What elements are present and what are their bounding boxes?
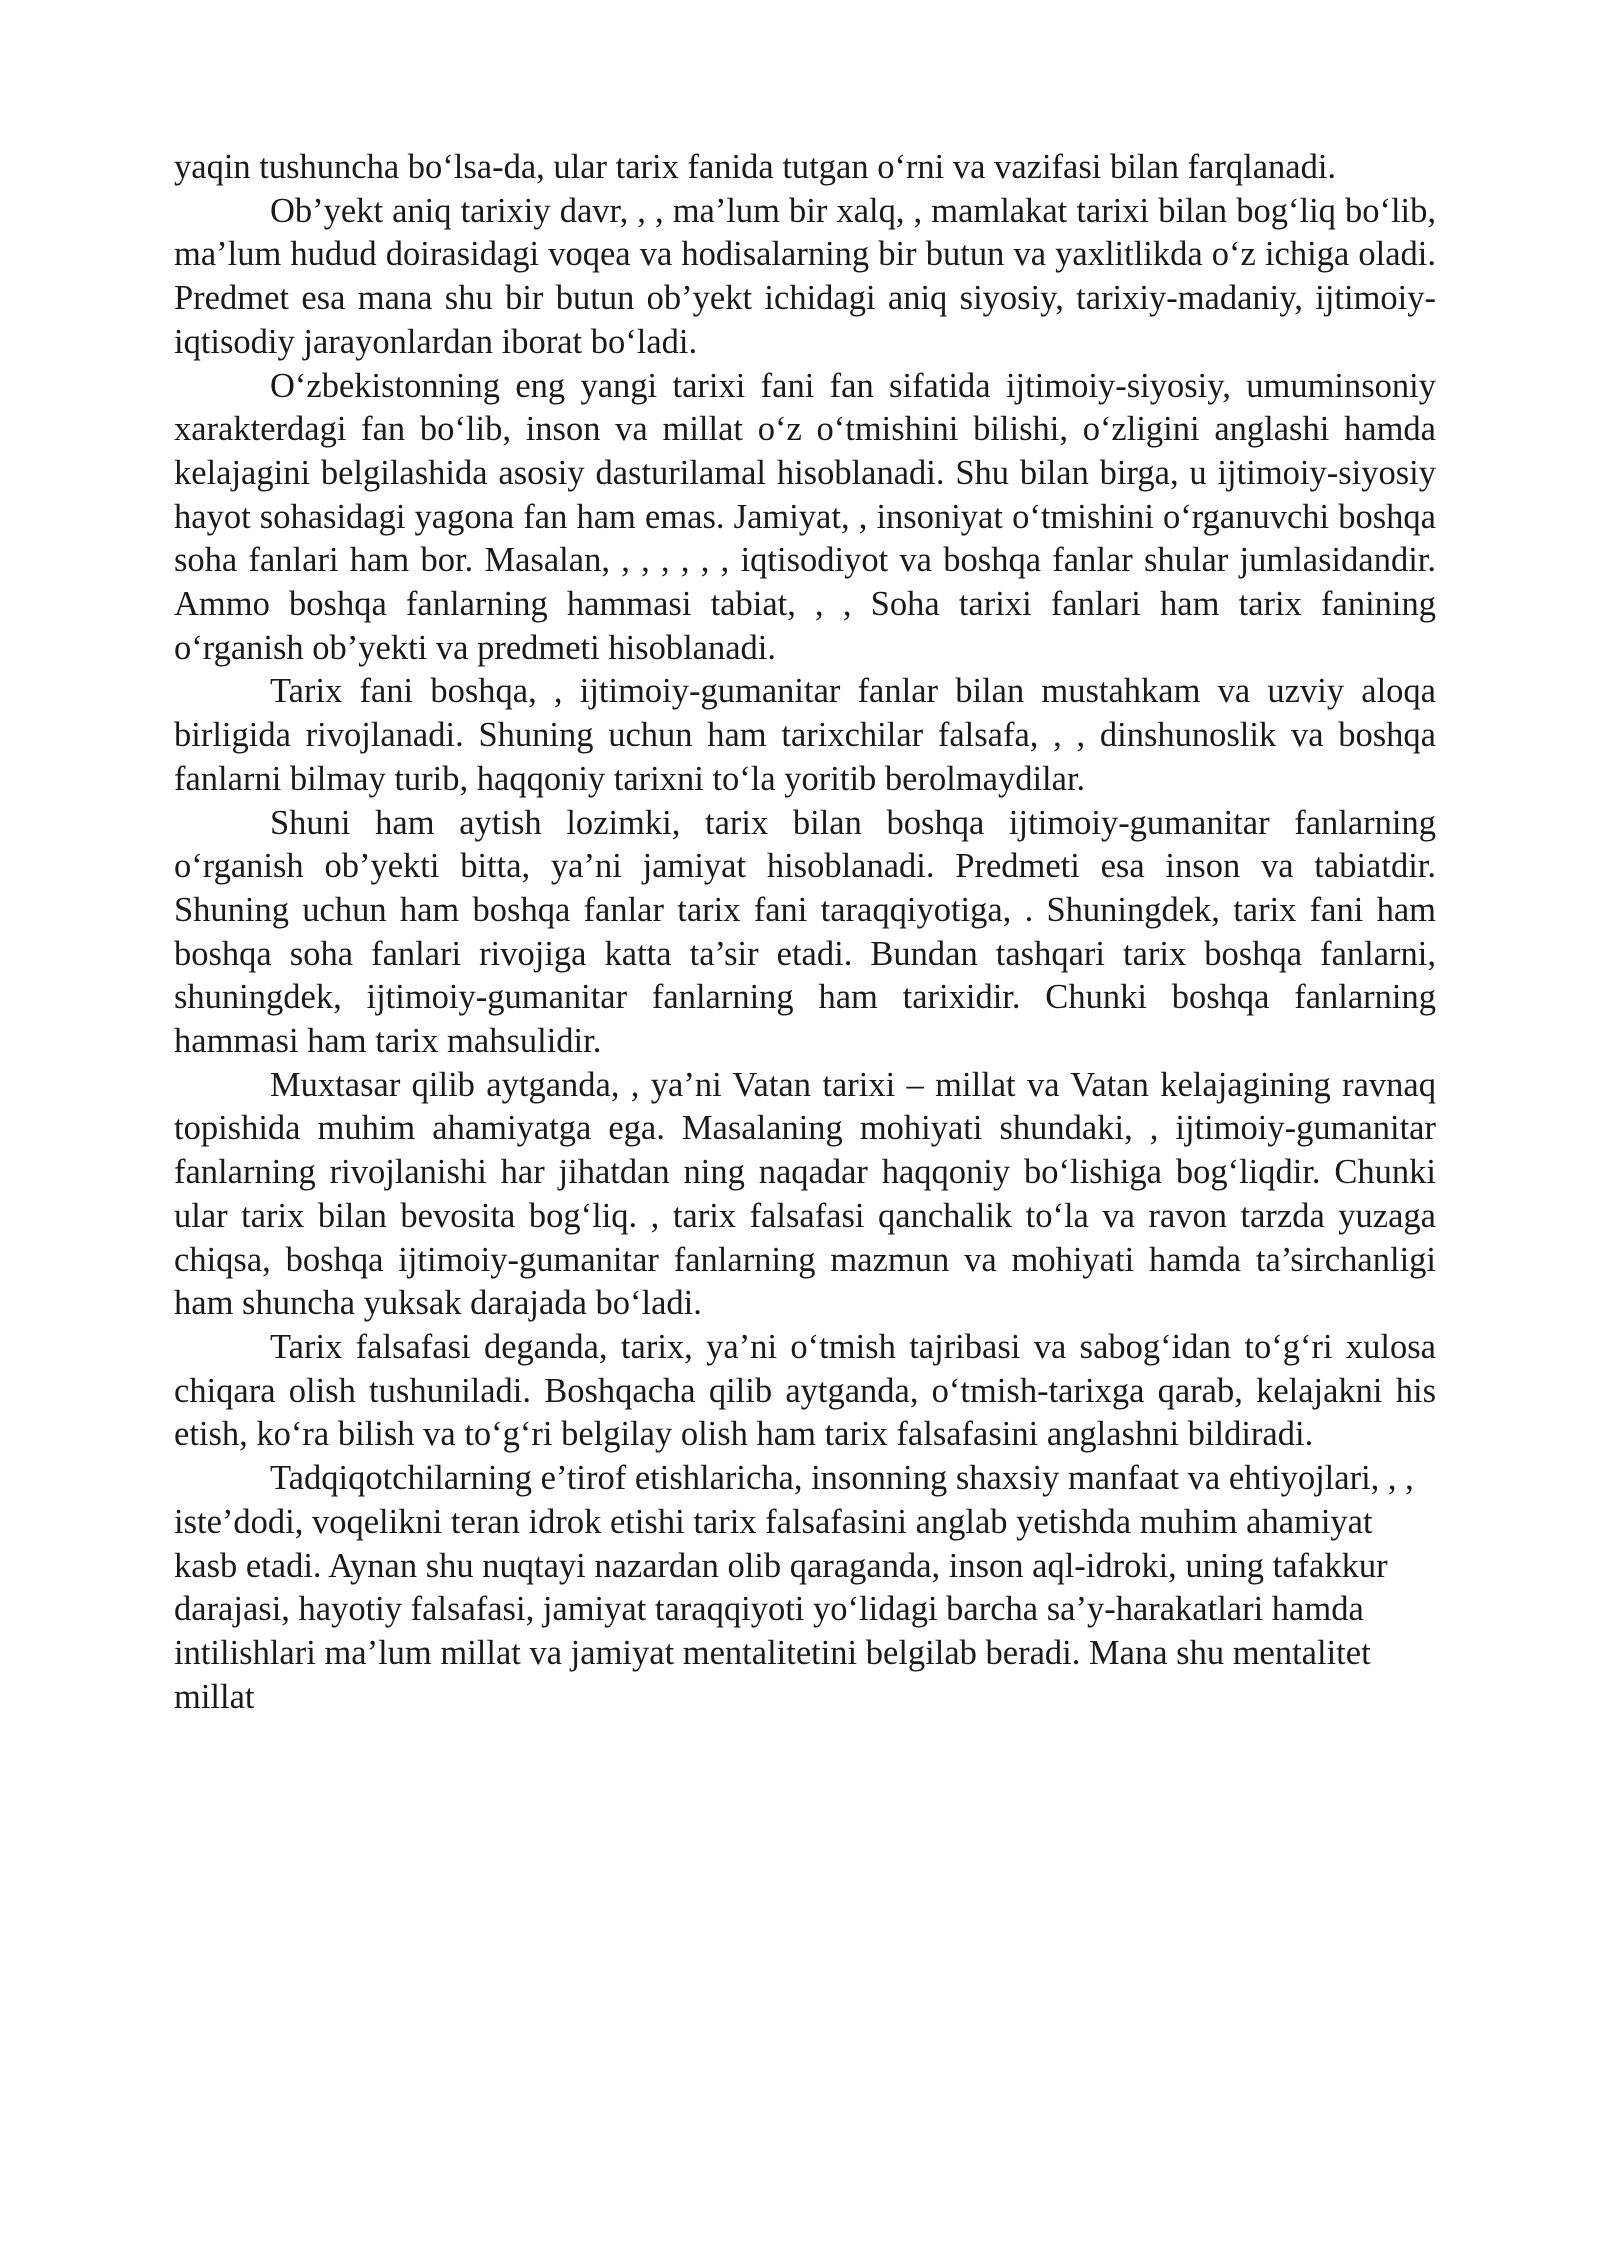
paragraph-5: Shuni ham aytish lozimki, tarix bilan boshqa ijtimoiy-gumanitar fanlarning o‘rganish ob’yekti bitta, ya’ni jamiyat hisoblanadi. Predmeti esa inson va tabiatdir. Shuning uchun ham boshqa fanlar tarix fani taraqqiyotiga, . Shuningdek, tarix fani ham boshqa soha fanlari rivojiga katta ta’sir etadi. Bundan tashqari tarix boshqa fanlarni, shuningdek, ijtimoiy-gumanitar fanlarning ham tarixidir. Chunki boshqa fanlarning hammasi ham tarix mahsulidir. [174, 803, 1436, 1061]
paragraph-4: Tarix fani boshqa, , ijtimoiy-gumanitar fanlar bilan mustahkam va uzviy aloqa birligida rivojlanadi. Shuning uchun ham tarixchilar falsafa, , , dinshunoslik va boshqa fanlarni bilmay turib, haqqoniy tarixni to‘la yoritib berolmaydilar. [174, 672, 1436, 798]
paragraph-6: Muxtasar qilib aytganda, , ya’ni Vatan tarixi – millat va Vatan kelajagining ravnaq topishida muhim ahamiyatga ega. Masalaning mohiyati shundaki, , ijtimoiy-gumanitar fanlarning rivojlanishi har jihatdan ning naqadar haqqoniy bo‘lishiga bog‘liqdir. Chunki ular tarix bilan bevosita bog‘liq. , tarix falsafasi qanchalik to‘la va ravon tarzda yuzaga chiqsa, boshqa ijtimoiy-gumanitar fanlarning mazmun va mohiyati hamda ta’sirchanligi ham shuncha yuksak darajada bo‘ladi. [174, 1065, 1436, 1323]
paragraph-7: Tarix falsafasi deganda, tarix, ya’ni o‘tmish tajribasi va sabog‘idan to‘g‘ri xulosa chiqara olish tushuniladi. Boshqacha qilib aytganda, o‘tmish-tarixga qarab, kelajakni his etish, ko‘ra bilish va to‘g‘ri belgilay olish ham tarix falsafasini anglashni bildiradi. [174, 1327, 1436, 1454]
document-page [174, 146, 1436, 1719]
paragraph-1: yaqin tushuncha bo‘lsa-da, ular tarix fanida tutgan o‘rni va vazifasi bilan farqlanadi. [174, 148, 1337, 186]
paragraph-3: O‘zbekistonning eng yangi tarixi fani fan sifatida ijtimoiy-siyosiy, umuminsoniy xarakterdagi fan bo‘lib, inson va millat o‘z o‘tmishini bilishi, o‘zligini anglashi hamda kelajagini belgilashida asosiy dasturilamal hisoblanadi. Shu bilan birga, u ijtimoiy-siyosiy hayot sohasidagi yagona fan ham emas. Jamiyat, , insoniyat o‘tmishini o‘rganuvchi boshqa soha fanlari ham bor. Masalan, , , , , , , iqtisodiyot va boshqa fanlar shular jumlasidandir. Ammo boshqa fanlarning hammasi tabiat, , , Soha tarixi fanlari ham tarix fanining o‘rganish ob’yekti va predmeti hisoblanadi. [174, 366, 1436, 667]
paragraph-8: Tadqiqotchilarning e’tirof etishlaricha, insonning shaxsiy manfaat va ehtiyojlari, , , iste’dodi, voqelikni teran idrok etishi tarix falsafasini anglab yetishda muhim ahamiyat kasb etadi. Aynan shu nuqtayi nazardan olib qaraganda, inson aql-idroki, uning tafakkur darajasi, hayotiy falsafasi, jamiyat taraqqiyoti yo‘lidagi barcha sa’y-harakatlari hamda intilishlari ma’lum millat va jamiyat mentalitetini belgilab beradi. Mana shu mentalitet millat [174, 1459, 1414, 1716]
paragraph-2: Ob’yekt aniq tarixiy davr, , , ma’lum bir xalq, , mamlakat tarixi bilan bog‘liq bo‘lib, ma’lum hudud doirasidagi voqea va hodisalarning bir butun va yaxlitlikda o‘z ichiga oladi. Predmet esa mana shu bir butun ob’yekt ichidagi aniq siyosiy, tarixiy-madaniy, ijtimoiy-iqtisodiy jarayonlardan iborat bo‘ladi. [174, 191, 1436, 361]
